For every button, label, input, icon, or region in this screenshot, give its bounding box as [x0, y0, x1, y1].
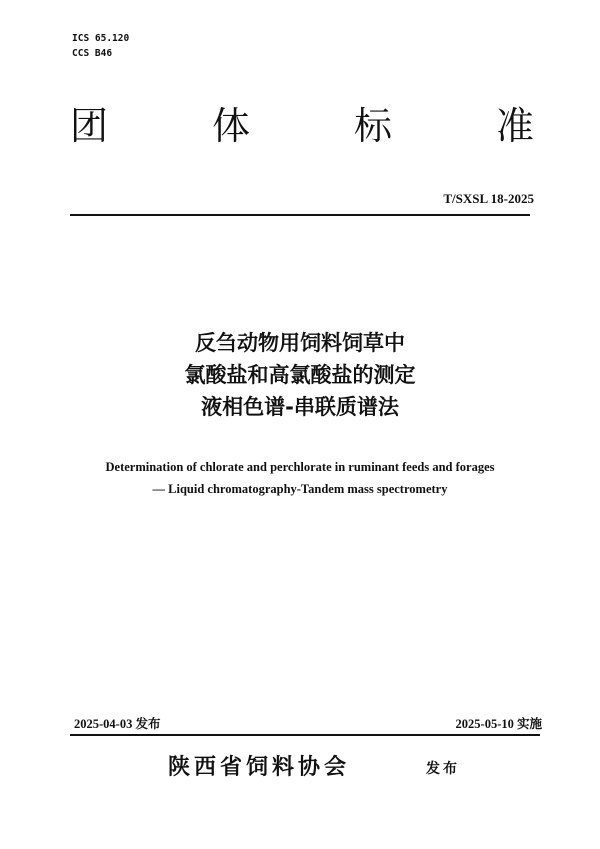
standard-type-char-3: 标	[354, 104, 393, 148]
ccs-code: CCS B46	[72, 48, 113, 59]
standard-type-char-4: 准	[496, 104, 535, 148]
ics-code: ICS 65.120	[72, 33, 130, 44]
implement-date: 2025-05-10 实施	[455, 717, 542, 731]
standard-type-char-1: 团	[70, 104, 109, 148]
footer-divider	[70, 734, 540, 736]
publisher-name: 陕西省饲料协会	[168, 755, 351, 780]
title-english-line-2: — Liquid chromatography-Tandem mass spectrometry	[152, 482, 448, 496]
title-english	[0, 456, 600, 500]
title-english-line-1: Determination of chlorate and perchlorate in ruminant feeds and forages	[105, 460, 495, 474]
title-chinese	[0, 327, 600, 423]
title-chinese-line-2: 氯酸盐和高氯酸盐的测定	[184, 363, 416, 387]
header-divider	[70, 214, 530, 216]
title-chinese-line-1: 反刍动物用饲料饲草中	[195, 331, 405, 355]
standard-type-char-2: 体	[212, 104, 251, 148]
standard-number: T/SXSL 18-2025	[443, 191, 534, 206]
classification-codes	[72, 31, 129, 61]
title-chinese-line-3: 液相色谱-串联质谱法	[201, 395, 399, 419]
publish-date: 2025-04-03 发布	[74, 717, 161, 731]
publisher-suffix: 发布	[426, 761, 460, 777]
